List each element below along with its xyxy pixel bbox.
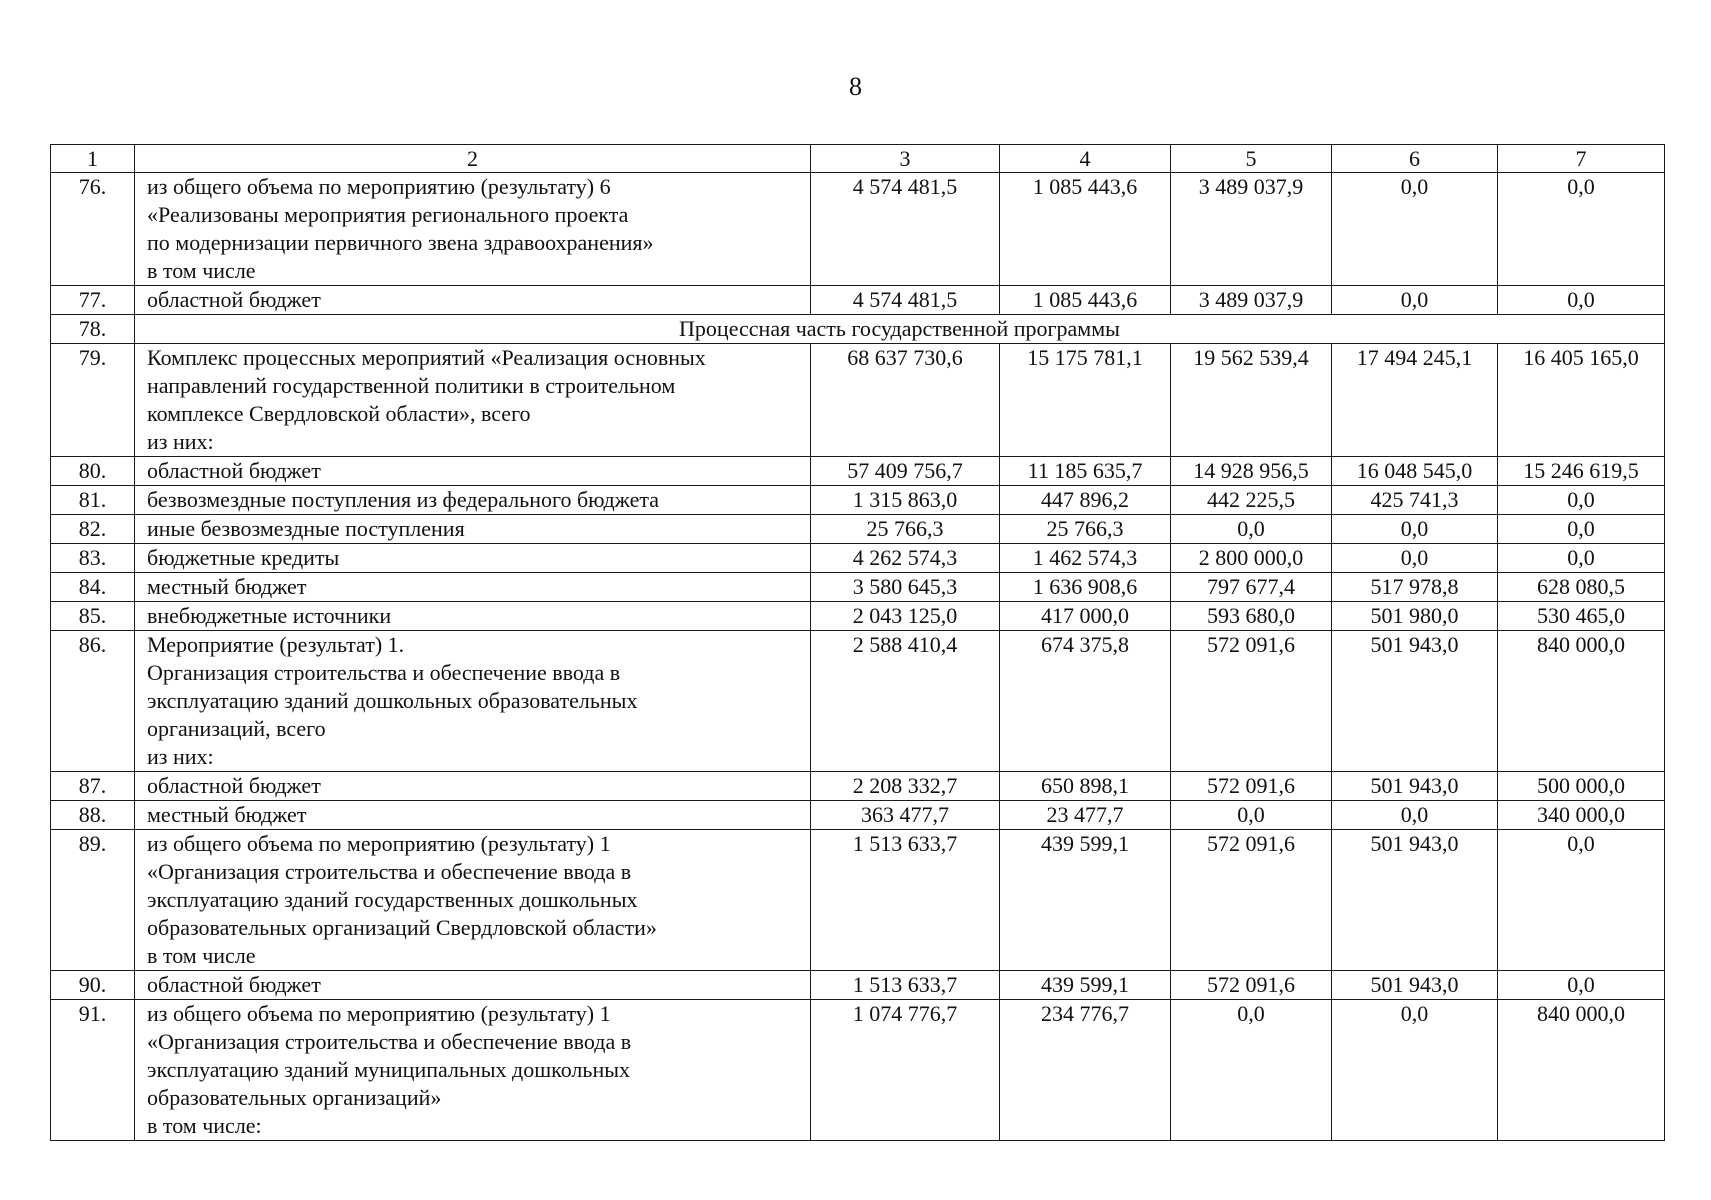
description-line: Организация строительства и обеспечение ввода в (147, 660, 621, 685)
value-cell: 572 091,6 (1171, 971, 1332, 1000)
value-cell: 840 000,0 (1498, 1000, 1665, 1141)
value-cell: 0,0 (1498, 830, 1665, 971)
value-cell: 16 405 165,0 (1498, 344, 1665, 457)
table-body (51, 145, 1665, 1141)
value-cell: 15 175 781,1 (1000, 344, 1171, 457)
table-row (51, 631, 1665, 772)
table-row (51, 830, 1665, 971)
value-cell: 340 000,0 (1498, 801, 1665, 830)
row-number: 87. (51, 772, 135, 801)
table-row (51, 173, 1665, 286)
row-description (135, 286, 811, 315)
value-cell: 442 225,5 (1171, 486, 1332, 515)
value-cell: 0,0 (1332, 515, 1498, 544)
row-description (135, 631, 811, 772)
value-cell: 19 562 539,4 (1171, 344, 1332, 457)
description-line: из общего объема по мероприятию (результату) 6 (147, 174, 611, 199)
value-cell: 501 980,0 (1332, 602, 1498, 631)
table-row (51, 602, 1665, 631)
description-line: местный бюджет (147, 802, 307, 827)
value-cell: 2 800 000,0 (1171, 544, 1332, 573)
description-line: «Организация строительства и обеспечение ввода в (147, 1029, 632, 1054)
description-line: областной бюджет (147, 458, 321, 483)
row-number: 83. (51, 544, 135, 573)
value-cell: 4 262 574,3 (811, 544, 1000, 573)
value-cell: 4 574 481,5 (811, 286, 1000, 315)
value-cell: 14 928 956,5 (1171, 457, 1332, 486)
column-header: 2 (135, 145, 811, 173)
table-row (51, 573, 1665, 602)
value-cell: 501 943,0 (1332, 971, 1498, 1000)
row-description (135, 602, 811, 631)
row-description (135, 457, 811, 486)
value-cell: 0,0 (1171, 515, 1332, 544)
value-cell: 17 494 245,1 (1332, 344, 1498, 457)
description-line: «Реализованы мероприятия регионального проекта (147, 202, 629, 227)
description-line: внебюджетные источники (147, 603, 392, 628)
table-row (51, 1000, 1665, 1141)
value-cell: 417 000,0 (1000, 602, 1171, 631)
row-description (135, 344, 811, 457)
description-line: Мероприятие (результат) 1. (147, 632, 405, 657)
row-number: 91. (51, 1000, 135, 1141)
value-cell: 3 489 037,9 (1171, 286, 1332, 315)
value-cell: 0,0 (1498, 544, 1665, 573)
value-cell: 25 766,3 (811, 515, 1000, 544)
value-cell: 2 588 410,4 (811, 631, 1000, 772)
description-line: эксплуатацию зданий муниципальных дошкольных (147, 1057, 631, 1082)
value-cell: 593 680,0 (1171, 602, 1332, 631)
row-number: 90. (51, 971, 135, 1000)
description-line: областной бюджет (147, 773, 321, 798)
column-header: 5 (1171, 145, 1332, 173)
value-cell: 0,0 (1171, 1000, 1332, 1141)
description-line: комплексе Свердловской области», всего (147, 401, 531, 426)
value-cell: 1 085 443,6 (1000, 286, 1171, 315)
column-header: 1 (51, 145, 135, 173)
description-line: в том числе (147, 258, 256, 283)
column-header: 7 (1498, 145, 1665, 173)
value-cell: 530 465,0 (1498, 602, 1665, 631)
value-cell: 501 943,0 (1332, 631, 1498, 772)
section-row (51, 315, 1665, 344)
table-row (51, 286, 1665, 315)
description-line: из них: (147, 744, 214, 769)
value-cell: 0,0 (1332, 801, 1498, 830)
description-line: из них: (147, 429, 214, 454)
row-description (135, 772, 811, 801)
description-line: организаций, всего (147, 716, 326, 741)
value-cell: 797 677,4 (1171, 573, 1332, 602)
row-number: 78. (51, 315, 135, 344)
value-cell: 0,0 (1498, 173, 1665, 286)
value-cell: 439 599,1 (1000, 830, 1171, 971)
value-cell: 840 000,0 (1498, 631, 1665, 772)
value-cell: 1 462 574,3 (1000, 544, 1171, 573)
description-line: безвозмездные поступления из федерального бюджета (147, 487, 659, 512)
value-cell: 0,0 (1332, 544, 1498, 573)
section-title: Процессная часть государственной программы (135, 315, 1665, 344)
row-number: 77. (51, 286, 135, 315)
table-row (51, 344, 1665, 457)
value-cell: 15 246 619,5 (1498, 457, 1665, 486)
value-cell: 674 375,8 (1000, 631, 1171, 772)
value-cell: 1 636 908,6 (1000, 573, 1171, 602)
value-cell: 2 208 332,7 (811, 772, 1000, 801)
description-line: областной бюджет (147, 972, 321, 997)
table-row (51, 486, 1665, 515)
value-cell: 4 574 481,5 (811, 173, 1000, 286)
row-description (135, 830, 811, 971)
description-line: из общего объема по мероприятию (результату) 1 (147, 831, 611, 856)
row-description (135, 173, 811, 286)
budget-table (50, 144, 1665, 1141)
row-number: 80. (51, 457, 135, 486)
row-number: 84. (51, 573, 135, 602)
value-cell: 3 489 037,9 (1171, 173, 1332, 286)
row-description (135, 544, 811, 573)
table-row (51, 544, 1665, 573)
description-line: в том числе: (147, 1113, 262, 1138)
description-line: в том числе (147, 943, 256, 968)
row-number: 85. (51, 602, 135, 631)
description-line: эксплуатацию зданий дошкольных образовательных (147, 688, 638, 713)
description-line: «Организация строительства и обеспечение ввода в (147, 859, 632, 884)
value-cell: 572 091,6 (1171, 631, 1332, 772)
value-cell: 363 477,7 (811, 801, 1000, 830)
description-line: по модернизации первичного звена здравоохранения» (147, 230, 654, 255)
value-cell: 439 599,1 (1000, 971, 1171, 1000)
table-row (51, 515, 1665, 544)
value-cell: 0,0 (1498, 286, 1665, 315)
description-line: иные безвозмездные поступления (147, 516, 465, 541)
row-description (135, 573, 811, 602)
value-cell: 1 074 776,7 (811, 1000, 1000, 1141)
description-line: эксплуатацию зданий государственных дошкольных (147, 887, 638, 912)
description-line: областной бюджет (147, 287, 321, 312)
value-cell: 1 513 633,7 (811, 830, 1000, 971)
row-number: 88. (51, 801, 135, 830)
value-cell: 234 776,7 (1000, 1000, 1171, 1141)
table-row (51, 457, 1665, 486)
description-line: из общего объема по мероприятию (результату) 1 (147, 1001, 611, 1026)
description-line: бюджетные кредиты (147, 545, 340, 570)
description-line: образовательных организаций Свердловской области» (147, 915, 657, 940)
description-line: местный бюджет (147, 574, 307, 599)
description-line: Комплекс процессных мероприятий «Реализация основных (147, 345, 706, 370)
value-cell: 0,0 (1332, 286, 1498, 315)
value-cell: 25 766,3 (1000, 515, 1171, 544)
row-number: 82. (51, 515, 135, 544)
value-cell: 517 978,8 (1332, 573, 1498, 602)
description-line: направлений государственной политики в строительном (147, 373, 676, 398)
row-description (135, 1000, 811, 1141)
row-number: 76. (51, 173, 135, 286)
value-cell: 425 741,3 (1332, 486, 1498, 515)
row-number: 79. (51, 344, 135, 457)
value-cell: 572 091,6 (1171, 772, 1332, 801)
row-description (135, 515, 811, 544)
value-cell: 447 896,2 (1000, 486, 1171, 515)
value-cell: 23 477,7 (1000, 801, 1171, 830)
column-header-row (51, 145, 1665, 173)
row-description (135, 486, 811, 515)
row-number: 86. (51, 631, 135, 772)
row-number: 89. (51, 830, 135, 971)
value-cell: 0,0 (1498, 971, 1665, 1000)
value-cell: 2 043 125,0 (811, 602, 1000, 631)
value-cell: 0,0 (1498, 486, 1665, 515)
value-cell: 628 080,5 (1498, 573, 1665, 602)
table-row (51, 772, 1665, 801)
table-row (51, 971, 1665, 1000)
value-cell: 650 898,1 (1000, 772, 1171, 801)
value-cell: 16 048 545,0 (1332, 457, 1498, 486)
value-cell: 501 943,0 (1332, 772, 1498, 801)
row-description (135, 971, 811, 1000)
value-cell: 1 513 633,7 (811, 971, 1000, 1000)
column-header: 6 (1332, 145, 1498, 173)
column-header: 4 (1000, 145, 1171, 173)
value-cell: 501 943,0 (1332, 830, 1498, 971)
value-cell: 11 185 635,7 (1000, 457, 1171, 486)
page-number: 8 (849, 72, 862, 101)
value-cell: 57 409 756,7 (811, 457, 1000, 486)
value-cell: 0,0 (1498, 515, 1665, 544)
value-cell: 572 091,6 (1171, 830, 1332, 971)
table-row (51, 801, 1665, 830)
value-cell: 0,0 (1332, 1000, 1498, 1141)
value-cell: 1 315 863,0 (811, 486, 1000, 515)
description-line: образовательных организаций» (147, 1085, 442, 1110)
value-cell: 1 085 443,6 (1000, 173, 1171, 286)
column-header: 3 (811, 145, 1000, 173)
value-cell: 0,0 (1171, 801, 1332, 830)
value-cell: 3 580 645,3 (811, 573, 1000, 602)
value-cell: 0,0 (1332, 173, 1498, 286)
row-description (135, 801, 811, 830)
value-cell: 68 637 730,6 (811, 344, 1000, 457)
row-number: 81. (51, 486, 135, 515)
value-cell: 500 000,0 (1498, 772, 1665, 801)
